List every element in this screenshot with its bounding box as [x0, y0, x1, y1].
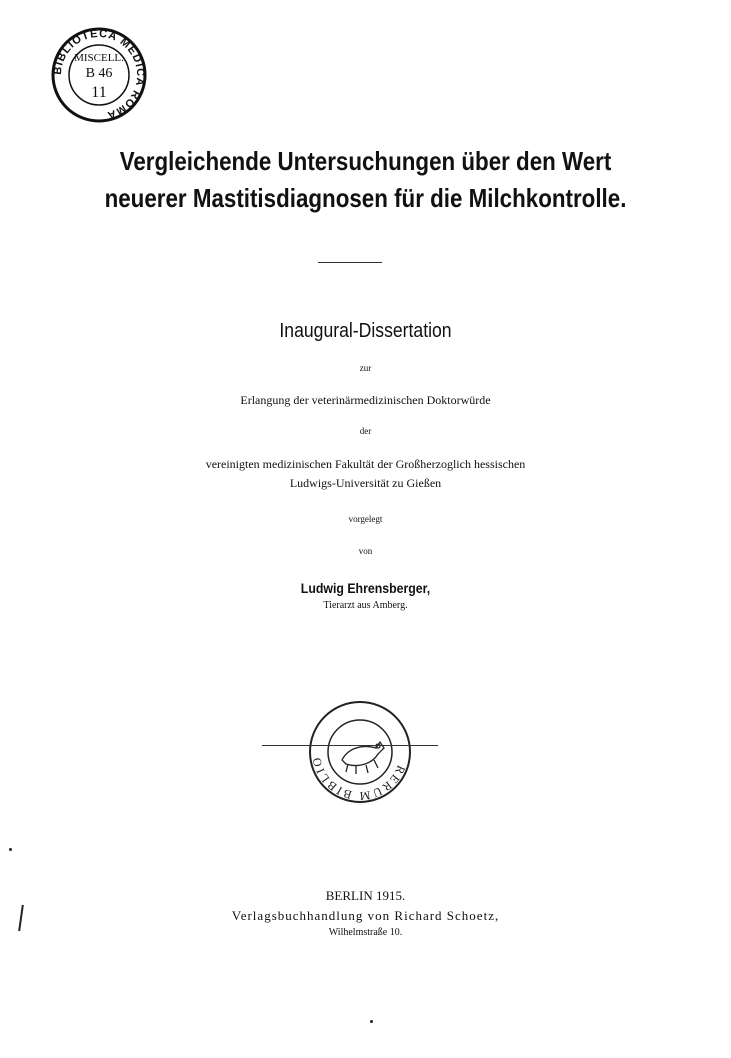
title-divider	[318, 262, 382, 263]
stamp-crossline	[262, 745, 438, 746]
author-title: Tierarzt aus Amberg.	[323, 600, 408, 611]
speck	[9, 848, 12, 851]
imprint-city-year: BERLIN 1915.	[325, 888, 406, 903]
vorgelegt-label: vorgelegt	[348, 514, 383, 524]
purpose-line: Erlangung der veterinärmedizinischen Doktorwürde	[240, 393, 491, 407]
title-line-2: neuerer Mastitisdiagnosen für die Milchkontrolle.	[104, 183, 627, 213]
stamp-line-1: MISCELL.	[74, 52, 124, 64]
zur-label: zur	[359, 363, 372, 373]
library-stamp-top	[50, 26, 148, 124]
der-label: der	[359, 426, 372, 436]
faculty-line-2: Ludwigs-Universität zu Gießen	[289, 476, 442, 490]
stamp-bottom-ring-text: RERUM BIBLIO	[309, 754, 409, 804]
library-stamp-bottom	[306, 698, 414, 806]
speck	[370, 1020, 373, 1023]
imprint-publisher: Verlagsbuchhandlung von Richard Schoetz,	[231, 908, 500, 923]
stamp-line-2: B 46	[85, 66, 113, 81]
von-label: von	[358, 546, 373, 556]
stamp-emblem-icon	[342, 742, 384, 774]
author-name: Ludwig Ehrensberger,	[300, 580, 431, 596]
stamp-ring-text: BIBLIOTECA MEDICA ROMA	[51, 27, 147, 122]
imprint-street: Wilhelmstraße 10.	[328, 927, 403, 938]
dissertation-heading: Inaugural-Dissertation	[279, 320, 452, 342]
stamp-ring-icon	[306, 698, 414, 806]
faculty-line-1: vereinigten medizinischen Fakultät der Großherzoglich hessischen	[205, 457, 526, 471]
stamp-line-3: 11	[91, 84, 107, 101]
title-line-1: Vergleichende Untersuchungen über den Wert	[119, 146, 612, 176]
